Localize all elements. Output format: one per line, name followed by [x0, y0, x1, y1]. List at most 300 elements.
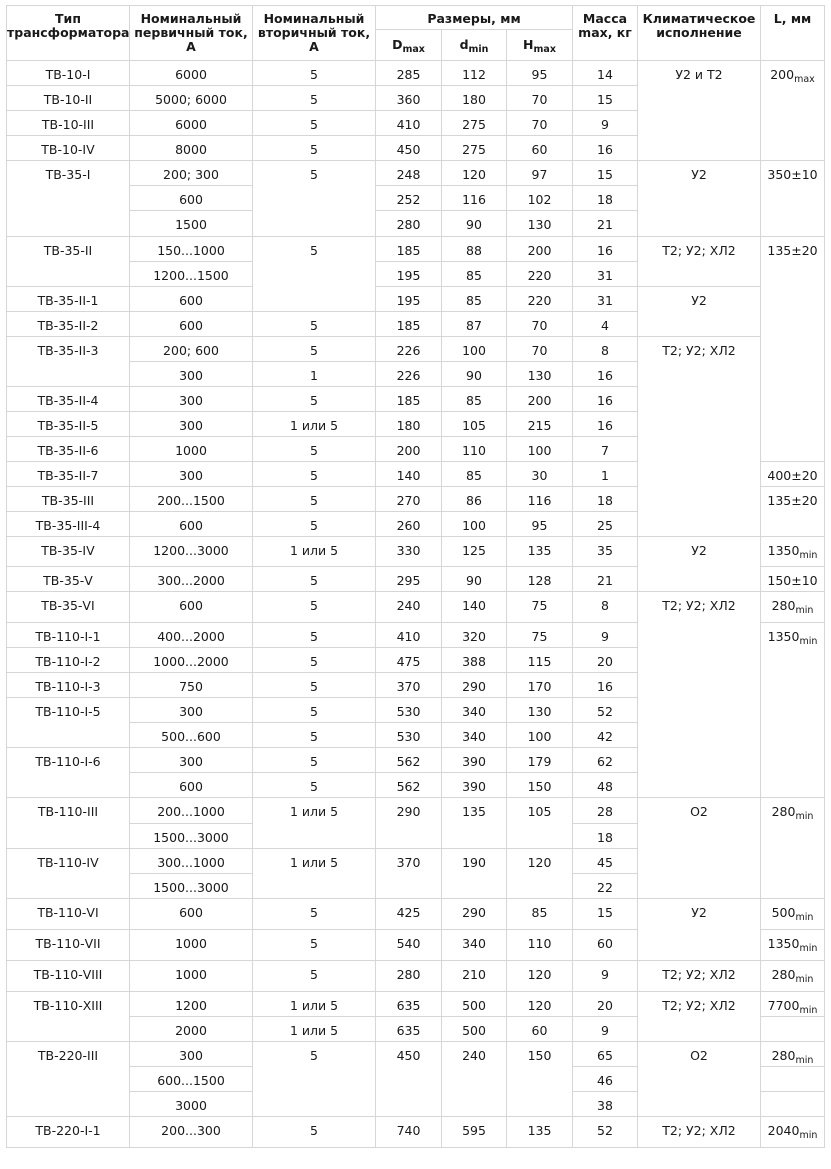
cell-d-min-value: 190 — [462, 855, 486, 870]
cell-secondary-current-value: 1 или 5 — [289, 418, 339, 433]
cell-primary-current — [130, 1092, 253, 1117]
cell-h-max — [507, 1017, 573, 1042]
cell-type — [6, 899, 130, 930]
cell-length-subscript: max — [794, 74, 815, 85]
cell-length — [761, 798, 825, 899]
cell-secondary-current-value: 5 — [310, 729, 318, 744]
cell-mass-value: 52 — [597, 1123, 613, 1138]
cell-mass — [573, 186, 638, 211]
cell-primary-current-value: 600 — [179, 293, 203, 308]
cell-d-min — [442, 673, 507, 698]
cell-secondary-current-value: 5 — [310, 1048, 318, 1063]
cell-primary-current-value: 1000 — [175, 967, 207, 982]
cell-primary-current — [130, 824, 253, 849]
cell-mass — [573, 673, 638, 698]
cell-secondary-current — [253, 648, 376, 673]
cell-climate — [638, 592, 761, 798]
cell-h-max-value: 60 — [531, 1023, 548, 1038]
cell-d-max-value: 252 — [396, 192, 421, 207]
cell-climate-value: Т2; У2; ХЛ2 — [662, 998, 736, 1013]
cell-mass — [573, 136, 638, 161]
cell-h-max-value: 120 — [527, 855, 552, 870]
cell-length-value: 135±20 — [767, 243, 818, 258]
cell-type — [6, 437, 130, 462]
cell-type-value: ТВ-110-VII — [35, 936, 101, 951]
cell-type — [6, 86, 130, 111]
cell-d-max-value: 450 — [396, 142, 421, 157]
cell-d-max-value: 635 — [396, 998, 421, 1013]
header-dmin — [442, 30, 507, 61]
cell-primary-current-value: 200; 600 — [163, 343, 219, 358]
cell-type — [6, 136, 130, 161]
cell-type-value: ТВ-110-VI — [37, 905, 99, 920]
cell-length-subscript: min — [795, 605, 814, 616]
cell-primary-current — [130, 723, 253, 748]
cell-mass — [573, 992, 638, 1017]
cell-h-max-value: 70 — [531, 117, 548, 132]
cell-d-min-value: 87 — [466, 318, 482, 333]
cell-primary-current — [130, 161, 253, 186]
cell-primary-current-value: 300 — [179, 393, 203, 408]
cell-type — [6, 462, 130, 487]
cell-length — [761, 1117, 825, 1148]
cell-h-max-value: 102 — [527, 192, 552, 207]
header-dmin-sub: min — [468, 44, 489, 55]
cell-primary-current-value: 300 — [179, 418, 203, 433]
header-secondary-current: Номинальный вторичный ток, А — [253, 5, 376, 61]
cell-primary-current-value: 300 — [179, 704, 203, 719]
cell-mass-value: 1 — [601, 468, 609, 483]
cell-secondary-current-value: 5 — [310, 393, 318, 408]
cell-mass — [573, 211, 638, 237]
cell-type-value: ТВ-35-II-2 — [37, 318, 99, 333]
cell-length-value: 350±10 — [767, 167, 818, 182]
cell-length-value: 400±20 — [767, 468, 818, 483]
cell-primary-current-value: 600...1500 — [157, 1073, 225, 1088]
cell-mass-value: 15 — [597, 905, 613, 920]
cell-d-min-value: 85 — [466, 468, 482, 483]
cell-d-max — [376, 136, 442, 161]
cell-length — [761, 462, 825, 487]
cell-secondary-current — [253, 673, 376, 698]
cell-h-max — [507, 262, 573, 287]
cell-mass — [573, 1067, 638, 1092]
cell-d-max — [376, 1117, 442, 1148]
cell-mass — [573, 961, 638, 992]
cell-climate-value: Т2; У2; ХЛ2 — [662, 243, 736, 258]
cell-h-max-value: 70 — [531, 318, 548, 333]
cell-secondary-current-value: 5 — [310, 343, 318, 358]
cell-primary-current — [130, 992, 253, 1017]
cell-type-value: ТВ-110-I-6 — [35, 754, 101, 769]
cell-mass — [573, 462, 638, 487]
cell-h-max-value: 200 — [527, 243, 552, 258]
cell-h-max-value: 30 — [531, 468, 548, 483]
cell-primary-current-value: 600 — [179, 318, 203, 333]
cell-mass-value: 16 — [597, 393, 613, 408]
cell-type-value: ТВ-10-II — [43, 92, 93, 107]
cell-secondary-current-value: 5 — [310, 704, 318, 719]
cell-d-min — [442, 899, 507, 930]
cell-d-max — [376, 930, 442, 961]
cell-mass — [573, 537, 638, 567]
cell-d-max — [376, 723, 442, 748]
cell-primary-current — [130, 874, 253, 899]
cell-secondary-current-value: 5 — [310, 598, 318, 613]
cell-mass-value: 16 — [597, 243, 613, 258]
cell-h-max-value: 95 — [531, 518, 548, 533]
cell-d-min — [442, 312, 507, 337]
cell-length-value: 280 — [771, 967, 796, 982]
cell-primary-current — [130, 362, 253, 387]
cell-secondary-current-value: 5 — [310, 1123, 318, 1138]
cell-h-max-value: 115 — [527, 654, 552, 669]
cell-d-min-value: 595 — [462, 1123, 486, 1138]
cell-primary-current-value: 1000 — [175, 936, 207, 951]
cell-secondary-current — [253, 623, 376, 648]
cell-length — [761, 161, 825, 237]
cell-mass — [573, 648, 638, 673]
cell-h-max — [507, 961, 573, 992]
cell-primary-current — [130, 412, 253, 437]
cell-type — [6, 567, 130, 592]
cell-type-value: ТВ-110-III — [37, 804, 99, 819]
cell-h-max-value: 215 — [527, 418, 552, 433]
cell-h-max-value: 130 — [527, 217, 552, 232]
cell-d-max — [376, 211, 442, 237]
cell-climate-value: Т2; У2; ХЛ2 — [662, 343, 736, 358]
cell-primary-current — [130, 287, 253, 312]
cell-primary-current — [130, 186, 253, 211]
cell-secondary-current-value: 1 — [310, 368, 318, 383]
cell-secondary-current-value: 5 — [310, 905, 318, 920]
cell-mass — [573, 437, 638, 462]
cell-primary-current — [130, 1042, 253, 1067]
cell-h-max — [507, 648, 573, 673]
cell-mass — [573, 592, 638, 623]
cell-d-max — [376, 698, 442, 723]
cell-d-max — [376, 899, 442, 930]
cell-d-min — [442, 387, 507, 412]
cell-mass — [573, 698, 638, 723]
cell-h-max-value: 75 — [531, 629, 548, 644]
cell-d-min — [442, 61, 507, 86]
cell-h-max — [507, 61, 573, 86]
cell-type — [6, 592, 130, 623]
cell-h-max — [507, 623, 573, 648]
header-mass: Масса max, кг — [573, 5, 638, 61]
cell-d-max — [376, 262, 442, 287]
cell-secondary-current — [253, 723, 376, 748]
cell-d-max-value: 530 — [396, 729, 421, 744]
cell-primary-current — [130, 387, 253, 412]
cell-h-max-value: 95 — [531, 67, 548, 82]
cell-d-min-value: 90 — [466, 573, 482, 588]
cell-secondary-current — [253, 899, 376, 930]
cell-primary-current-value: 300...2000 — [157, 573, 225, 588]
cell-type-value: ТВ-10-I — [45, 67, 91, 82]
header-hmax-sub: max — [533, 44, 556, 55]
cell-d-max — [376, 61, 442, 86]
cell-length-subscript: min — [799, 943, 818, 954]
cell-primary-current-value: 600 — [179, 779, 203, 794]
cell-climate-value: О2 — [690, 804, 708, 819]
cell-length-value: 500 — [771, 905, 796, 920]
cell-length-subscript: min — [795, 974, 814, 985]
cell-d-min — [442, 412, 507, 437]
cell-type — [6, 337, 130, 387]
cell-secondary-current-value: 5 — [310, 468, 318, 483]
cell-primary-current — [130, 1117, 253, 1148]
cell-type-value: ТВ-35-III-4 — [35, 518, 101, 533]
cell-h-max — [507, 186, 573, 211]
cell-secondary-current-value: 5 — [310, 654, 318, 669]
cell-primary-current-value: 1500 — [175, 217, 207, 232]
cell-h-max — [507, 930, 573, 961]
cell-primary-current — [130, 1017, 253, 1042]
cell-secondary-current — [253, 437, 376, 462]
cell-type — [6, 312, 130, 337]
cell-climate — [638, 61, 761, 161]
cell-d-min — [442, 537, 507, 567]
cell-primary-current-value: 600 — [179, 598, 203, 613]
cell-type — [6, 648, 130, 673]
cell-h-max — [507, 287, 573, 312]
cell-d-max — [376, 961, 442, 992]
cell-secondary-current — [253, 237, 376, 312]
cell-h-max — [507, 537, 573, 567]
cell-mass-value: 9 — [601, 1023, 609, 1038]
cell-mass-value: 52 — [597, 704, 613, 719]
cell-secondary-current — [253, 961, 376, 992]
cell-d-max-value: 562 — [396, 754, 421, 769]
cell-h-max-value: 128 — [527, 573, 552, 588]
cell-d-max — [376, 237, 442, 262]
cell-h-max-value: 116 — [527, 493, 552, 508]
cell-h-max-value: 85 — [531, 905, 548, 920]
cell-length — [761, 1042, 825, 1067]
cell-secondary-current-value: 5 — [310, 318, 318, 333]
cell-d-max-value: 285 — [396, 67, 421, 82]
cell-type — [6, 111, 130, 136]
cell-primary-current-value: 3000 — [175, 1098, 207, 1113]
cell-d-min-value: 240 — [462, 1048, 486, 1063]
cell-h-max — [507, 698, 573, 723]
cell-type-value: ТВ-35-II-7 — [37, 468, 99, 483]
cell-primary-current-value: 6000 — [175, 67, 207, 82]
cell-length — [761, 992, 825, 1017]
cell-mass-value: 42 — [597, 729, 613, 744]
cell-mass-value: 18 — [597, 192, 613, 207]
cell-h-max-value: 170 — [527, 679, 552, 694]
cell-mass — [573, 773, 638, 798]
cell-d-max-value: 562 — [396, 779, 421, 794]
cell-d-min-value: 110 — [462, 443, 486, 458]
cell-primary-current — [130, 512, 253, 537]
cell-secondary-current — [253, 849, 376, 899]
cell-d-min-value: 500 — [462, 1023, 486, 1038]
cell-d-max — [376, 992, 442, 1017]
cell-length — [761, 537, 825, 567]
cell-d-max — [376, 437, 442, 462]
cell-length-value: 150±10 — [767, 573, 818, 588]
cell-h-max — [507, 211, 573, 237]
cell-primary-current-value: 200; 300 — [163, 167, 219, 182]
cell-h-max-value: 130 — [527, 704, 552, 719]
cell-d-max-value: 330 — [396, 543, 421, 558]
cell-secondary-current-value: 5 — [310, 67, 318, 82]
cell-mass-value: 31 — [597, 293, 613, 308]
cell-d-max — [376, 673, 442, 698]
cell-d-max-value: 185 — [396, 243, 421, 258]
cell-type-value: ТВ-35-II-5 — [37, 418, 99, 433]
cell-mass — [573, 748, 638, 773]
cell-climate — [638, 992, 761, 1042]
cell-d-min-value: 125 — [462, 543, 486, 558]
cell-primary-current — [130, 136, 253, 161]
header-dmin-main: d — [459, 37, 469, 52]
cell-d-max-value: 295 — [396, 573, 421, 588]
cell-primary-current — [130, 673, 253, 698]
cell-length-value: 135±20 — [767, 493, 818, 508]
cell-type-value: ТВ-35-IV — [41, 543, 95, 558]
cell-h-max — [507, 387, 573, 412]
cell-d-min — [442, 723, 507, 748]
cell-mass — [573, 512, 638, 537]
cell-h-max — [507, 512, 573, 537]
cell-type — [6, 623, 130, 648]
cell-secondary-current — [253, 337, 376, 362]
cell-type — [6, 1042, 130, 1117]
cell-length — [761, 961, 825, 992]
cell-secondary-current — [253, 487, 376, 512]
cell-secondary-current-value: 5 — [310, 243, 318, 258]
cell-secondary-current — [253, 86, 376, 111]
cell-d-max-value: 226 — [396, 343, 421, 358]
cell-climate — [638, 537, 761, 592]
cell-mass — [573, 387, 638, 412]
cell-type — [6, 748, 130, 798]
cell-length — [761, 1017, 825, 1042]
cell-type-value: ТВ-10-IV — [41, 142, 95, 157]
cell-d-min — [442, 1042, 507, 1117]
cell-mass — [573, 1017, 638, 1042]
cell-primary-current-value: 300 — [179, 468, 203, 483]
cell-type-value: ТВ-35-III — [41, 493, 95, 508]
cell-d-max-value: 370 — [396, 855, 421, 870]
cell-d-max-value: 195 — [396, 293, 421, 308]
cell-h-max-value: 70 — [531, 92, 548, 107]
cell-climate-value: У2 и Т2 — [675, 67, 723, 82]
cell-mass-value: 9 — [601, 967, 609, 982]
cell-length — [761, 592, 825, 623]
cell-mass-value: 45 — [597, 855, 613, 870]
cell-d-min-value: 340 — [462, 729, 486, 744]
cell-type-value: ТВ-110-XIII — [33, 998, 103, 1013]
cell-primary-current — [130, 462, 253, 487]
cell-d-max — [376, 623, 442, 648]
cell-h-max-value: 120 — [527, 998, 552, 1013]
cell-d-min — [442, 211, 507, 237]
cell-h-max — [507, 773, 573, 798]
cell-primary-current — [130, 61, 253, 86]
cell-h-max-value: 220 — [527, 293, 552, 308]
cell-d-max — [376, 537, 442, 567]
cell-d-min — [442, 567, 507, 592]
cell-h-max — [507, 136, 573, 161]
cell-mass — [573, 161, 638, 186]
cell-mass — [573, 111, 638, 136]
cell-d-max — [376, 648, 442, 673]
cell-h-max — [507, 86, 573, 111]
cell-primary-current-value: 1000 — [175, 443, 207, 458]
header-primary-current: Номинальный первичный ток, А — [130, 5, 253, 61]
cell-h-max-value: 200 — [527, 393, 552, 408]
cell-d-min — [442, 1017, 507, 1042]
cell-d-max-value: 425 — [396, 905, 421, 920]
cell-primary-current — [130, 930, 253, 961]
cell-type-value: ТВ-35-VI — [41, 598, 95, 613]
cell-secondary-current — [253, 412, 376, 437]
cell-d-max — [376, 387, 442, 412]
cell-d-min-value: 180 — [462, 92, 486, 107]
cell-climate-value: Т2; У2; ХЛ2 — [662, 1123, 736, 1138]
cell-primary-current-value: 1200...1500 — [153, 268, 229, 283]
cell-type-value: ТВ-10-III — [41, 117, 95, 132]
header-dmax-sub: max — [402, 44, 425, 55]
cell-d-min — [442, 287, 507, 312]
cell-climate — [638, 798, 761, 899]
cell-climate — [638, 1117, 761, 1148]
cell-d-max-value: 280 — [396, 217, 421, 232]
cell-climate-value: Т2; У2; ХЛ2 — [662, 967, 736, 982]
cell-mass — [573, 930, 638, 961]
cell-secondary-current — [253, 748, 376, 773]
cell-d-min — [442, 748, 507, 773]
cell-primary-current — [130, 961, 253, 992]
cell-primary-current-value: 200...1500 — [157, 493, 225, 508]
header-dimensions: Размеры, мм — [376, 5, 573, 30]
cell-primary-current — [130, 773, 253, 798]
cell-mass — [573, 337, 638, 362]
cell-type — [6, 537, 130, 567]
cell-secondary-current — [253, 1117, 376, 1148]
cell-primary-current — [130, 567, 253, 592]
cell-primary-current-value: 600 — [179, 905, 203, 920]
cell-d-min-value: 275 — [462, 117, 486, 132]
cell-d-max — [376, 798, 442, 849]
cell-d-max-value: 740 — [396, 1123, 421, 1138]
cell-length — [761, 61, 825, 161]
cell-climate-value: У2 — [691, 905, 707, 920]
cell-d-min-value: 88 — [466, 243, 482, 258]
cell-type-value: ТВ-110-I-1 — [35, 629, 101, 644]
cell-length — [761, 899, 825, 930]
cell-length — [761, 487, 825, 537]
cell-mass-value: 16 — [597, 142, 613, 157]
cell-d-min — [442, 798, 507, 849]
cell-secondary-current — [253, 136, 376, 161]
cell-d-min — [442, 186, 507, 211]
cell-primary-current — [130, 312, 253, 337]
cell-length-value: 1350 — [767, 629, 800, 644]
cell-primary-current-value: 8000 — [175, 142, 207, 157]
cell-mass — [573, 849, 638, 874]
cell-mass — [573, 262, 638, 287]
cell-d-max — [376, 567, 442, 592]
cell-length-value: 1350 — [767, 936, 800, 951]
cell-type-value: ТВ-110-IV — [37, 855, 99, 870]
